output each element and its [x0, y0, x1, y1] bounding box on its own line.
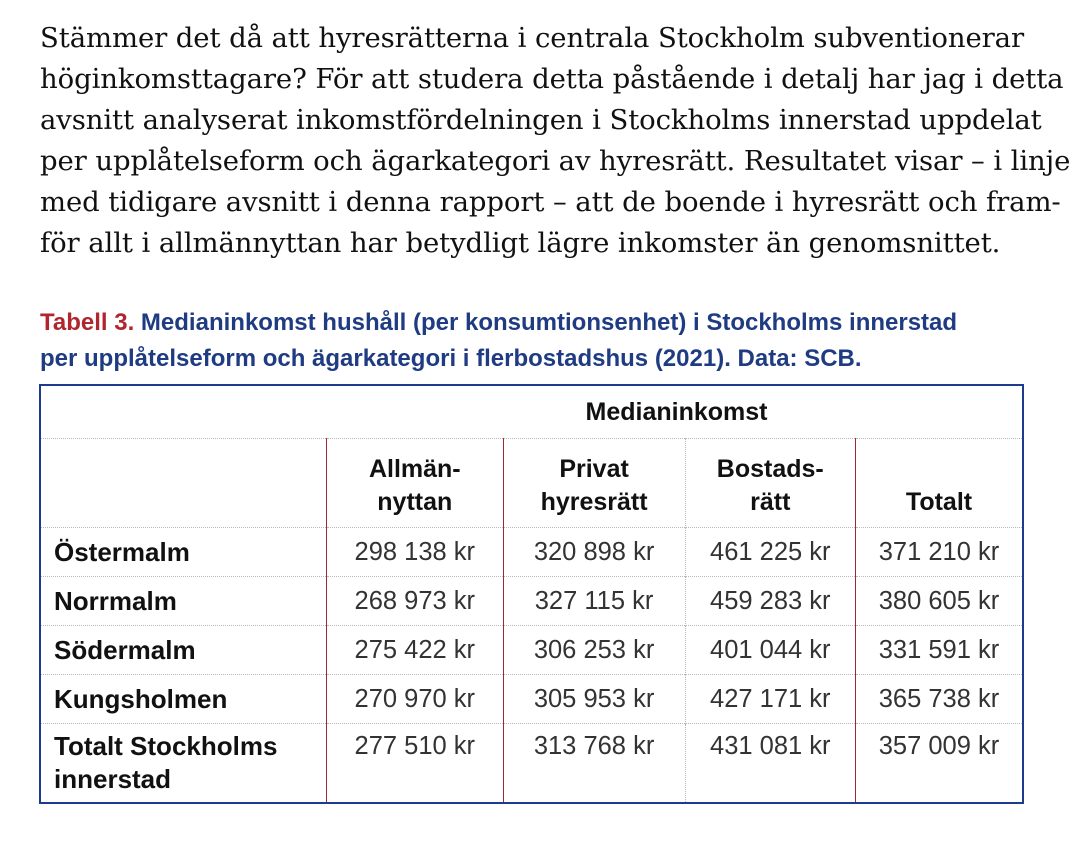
column-header-row [40, 439, 1023, 528]
table-cell: 431 081 kr [685, 724, 855, 804]
table-cell: 371 210 kr [856, 528, 1023, 577]
row-header-line: Totalt Stockholms [54, 731, 278, 761]
column-header-line: nyttan [377, 488, 453, 516]
column-header-line: Privat [559, 455, 629, 483]
table-row [40, 528, 1023, 577]
row-header: Östermalm [54, 536, 190, 567]
table-cell: 320 898 kr [503, 528, 685, 577]
table-cell: 275 422 kr [326, 626, 503, 675]
row-header: Södermalm [54, 634, 196, 665]
column-header-privat-hyresratt [503, 439, 685, 528]
table-cell: 313 768 kr [503, 724, 685, 804]
paragraph-line: med tidigare avsnitt i denna rapport – att de boende i hyresrätt och fram- [40, 186, 1061, 218]
table-cell: 298 138 kr [326, 528, 503, 577]
caption-line-2: per upplåtelseform och ägarkategori i flerbostadshus (2021). Data: SCB. [40, 345, 862, 372]
table-cell: 427 171 kr [685, 675, 855, 724]
paragraph-line: Stämmer det då att hyresrätterna i centrala Stockholm subventionerar [40, 22, 1025, 54]
income-table [39, 384, 1024, 804]
paragraph-line: per upplåtelseform och ägarkategori av hyresrätt. Resultatet visar – i linje [40, 145, 1071, 177]
paragraph-line: avsnitt analyserat inkomstfördelningen i Stockholms innerstad uppdelat [40, 104, 1042, 136]
table-cell: 277 510 kr [326, 724, 503, 804]
column-header-line: Bostads- [716, 455, 824, 483]
body-paragraph [40, 18, 1071, 264]
row-header: Norrmalm [54, 585, 177, 616]
table-cell: 270 970 kr [326, 675, 503, 724]
table-cell: 327 115 kr [503, 577, 685, 626]
caption-line-1 [40, 305, 1050, 341]
row-header [40, 724, 326, 804]
table-cell: 380 605 kr [856, 577, 1023, 626]
column-header-line: rätt [750, 488, 791, 516]
table-cell: 357 009 kr [856, 724, 1023, 804]
table-cell: 306 253 kr [503, 626, 685, 675]
table-cell: 459 283 kr [685, 577, 855, 626]
column-header-line: Allmän- [368, 455, 461, 483]
table-caption [40, 305, 1050, 377]
column-header-totalt [856, 439, 1023, 528]
table-cell: 401 044 kr [685, 626, 855, 675]
table-row [40, 626, 1023, 675]
table-row [40, 577, 1023, 626]
table-cell: 331 591 kr [856, 626, 1023, 675]
table-row [40, 675, 1023, 724]
group-header-row [40, 385, 1023, 439]
table-cell: 305 953 kr [503, 675, 685, 724]
paragraph-line: för allt i allmännyttan har betydligt lägre inkomster än genomsnittet. [40, 227, 1001, 259]
caption-label: Tabell 3. [40, 309, 135, 336]
row-header-line: innerstad [54, 764, 172, 794]
column-header-bostadsratt [685, 439, 855, 528]
column-header-line: hyresrätt [540, 488, 648, 516]
corner-cell [40, 439, 326, 528]
row-header: Kungsholmen [54, 683, 228, 714]
group-header: Medianinkomst [585, 397, 768, 426]
table-cell: 461 225 kr [685, 528, 855, 577]
caption-title: Medianinkomst hushåll (per konsumtionsenhet) i Stockholms innerstad [134, 309, 958, 336]
table-cell: 268 973 kr [326, 577, 503, 626]
table-cell: 365 738 kr [856, 675, 1023, 724]
table-row-total [40, 724, 1023, 804]
column-header-allmannyttan [326, 439, 503, 528]
paragraph-line: höginkomsttagare? För att studera detta påstående i detalj har jag i detta [40, 63, 1064, 95]
column-header-line: Totalt [905, 488, 973, 516]
